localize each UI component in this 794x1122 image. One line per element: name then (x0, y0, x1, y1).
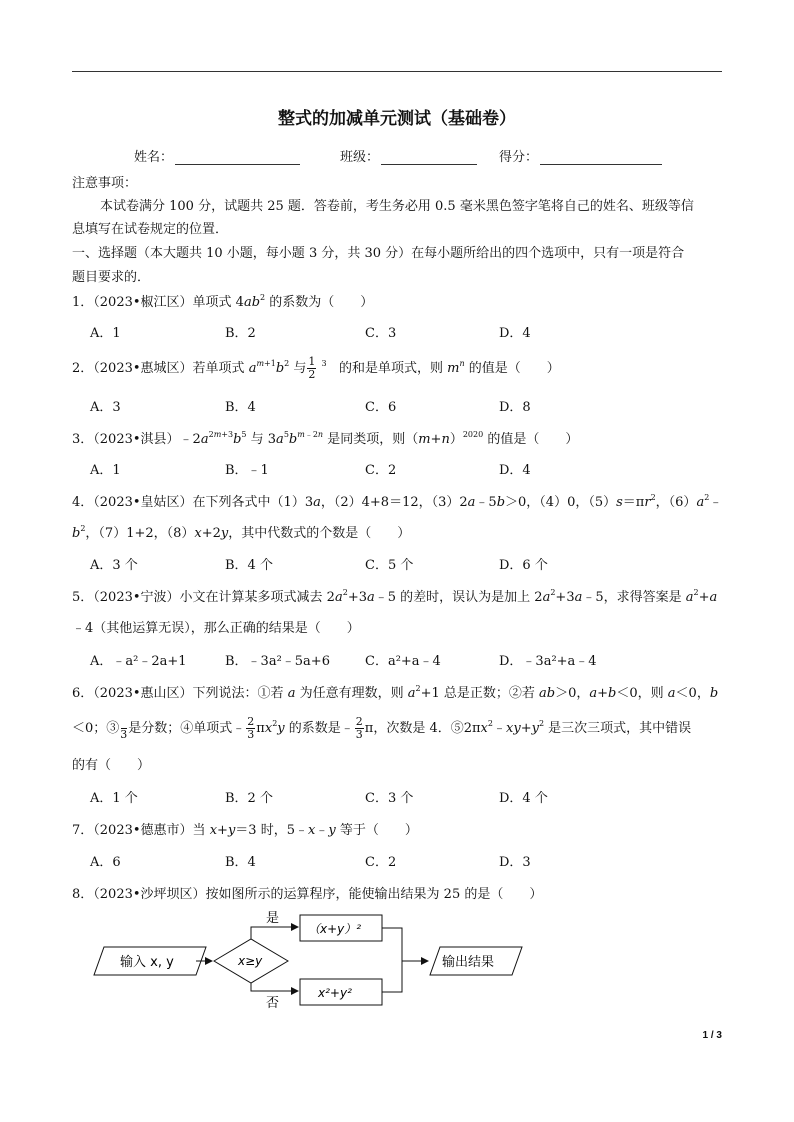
input-label: 输入 x, y (120, 955, 174, 970)
name-blank[interactable] (175, 150, 300, 165)
q6-option-a[interactable]: A．1 个 (90, 791, 138, 806)
question-4-line-1: 4．（2023•皇姑区）在下列各式中（1）3a，（2）4+8＝12，（3）2a﹣5b＞0，（4）0，$(5)s=\pi r^2$，$(6)a^2﹣$ (72, 493, 723, 510)
notes-line-1: 本试卷满分 100 分，试题共 25 题．答卷前，考生务必用 0.5 毫米黑色签字笔将自己的姓名、班级等信 (100, 199, 694, 214)
q4-option-a[interactable]: A．3 个 (90, 558, 138, 573)
top-box-label: （x+y）² (308, 922, 362, 936)
question-source: （2023•椒江区） (93, 295, 193, 310)
q4-option-c[interactable]: C．5 个 (365, 558, 414, 573)
q5-option-a[interactable]: A．﹣a²﹣2a+1 (90, 654, 187, 669)
question-2: 2．（2023•惠城区）若单项式 $a^{m+1}b^2$ 与 $\frac{1}{2}$ $^3$ 的和是单项式，则 $m^n$ 的值是（ ） (72, 355, 560, 381)
fraction-half: $\frac{1}{2}$ (308, 355, 316, 381)
header-rule (72, 71, 722, 72)
question-3: 3．（2023•淇县）$﹣2a^{2m+3}b^5$ 与 $3a^5b^{m﹣2n}$ 是同类项，则$(m+n)^{2020}$ 的值是（ ） (72, 430, 579, 447)
flowchart (90, 905, 530, 1015)
question-6-line-3: 的有（ ） (72, 758, 151, 773)
q7-option-a[interactable]: A．6 (90, 855, 121, 870)
question-8 (72, 883, 542, 902)
no-label: 否 (266, 996, 280, 1011)
q1-option-a[interactable]: A．1 (90, 326, 121, 341)
q7-option-c[interactable]: C．2 (365, 855, 397, 870)
notes-line-2: 息填写在试卷规定的位置． (72, 222, 229, 237)
question-7: 7．（2023•德惠市）当 x+y＝3 时，5﹣x﹣y 等于（ ） (72, 823, 418, 838)
question-source: （2023•惠城区） (93, 361, 193, 376)
question-source: （2023•沙坪坝区） (93, 887, 206, 902)
question-source: （2023•宁波） (93, 590, 180, 605)
question-number: 7． (72, 823, 94, 838)
score-blank[interactable] (540, 150, 662, 165)
yes-label: 是 (266, 911, 280, 926)
condition-label: x≥y (238, 954, 263, 968)
q1-option-d[interactable]: D．4 (499, 326, 531, 341)
question-source: （2023•淇县） (93, 432, 180, 447)
q3-option-c[interactable]: C．2 (365, 463, 397, 478)
question-6-line-2: ＜0；③ 3 是分数；④单项式﹣ $\frac{2}{3}$ $\pi x^2y$ 的系数是﹣ $\frac{2}{3}$ π，次数是 4．$⑤2\pi x^2﹣xy+y^2$ 是三次三项式，其中错误 (72, 715, 692, 741)
class-blank[interactable] (381, 150, 477, 165)
section-heading-1: 一、选择题（本大题共 10 小题，每小题 3 分，共 30 分）在每小题所给出的四个选项中，只有一项是符合 (72, 246, 685, 261)
question-source: （2023•惠山区） (93, 686, 193, 701)
class-field (340, 146, 477, 165)
q4-option-b[interactable]: B．4 个 (225, 558, 273, 573)
q3-option-a[interactable]: A．1 (90, 463, 121, 478)
name-label: 姓名： (134, 150, 174, 165)
question-source: （2023•皇姑区） (93, 495, 193, 510)
q7-option-b[interactable]: B．4 (225, 855, 256, 870)
q6-option-d[interactable]: D．4 个 (499, 791, 548, 806)
score-label: 得分： (499, 150, 539, 165)
q5-option-c[interactable]: C．a²+a﹣4 (365, 654, 441, 669)
question-number: 8． (72, 887, 94, 902)
question-4-line-2: $b^2$，（7）1+2，（8）x+2y，其中代数式的个数是（ ） (72, 524, 411, 541)
q1-option-b[interactable]: B．2 (225, 326, 256, 341)
score-field (499, 146, 662, 165)
question-5-line-1: 5．（2023•宁波）小文在计算某多项式减去 $2a^2+3a﹣5$ 的差时，误认为是加上 $2a^2+3a﹣5$，求得答案是 $a^2+a$ (72, 588, 718, 605)
class-label: 班级： (340, 150, 380, 165)
q2-option-b[interactable]: B．4 (225, 400, 256, 415)
q5-option-b[interactable]: B．﹣3a²﹣5a+6 (225, 654, 330, 669)
q5-option-d[interactable]: D．﹣3a²+a﹣4 (499, 654, 597, 669)
page-number: 1 / 3 (702, 1030, 722, 1041)
notes-heading: 注意事项： (72, 176, 138, 191)
question-number: 4． (72, 495, 94, 510)
page-title: 整式的加减单元测试（基础卷） (278, 109, 516, 129)
question-number: 6． (72, 686, 94, 701)
q2-option-c[interactable]: C．6 (365, 400, 397, 415)
question-number: 2． (72, 361, 94, 376)
question-source: （2023•德惠市） (93, 823, 193, 838)
question-text: 按如图所示的运算程序，能使输出结果为 25 的是（ ） (205, 887, 543, 902)
question-number: 5． (72, 590, 94, 605)
q3-option-b[interactable]: B．﹣1 (225, 463, 269, 478)
q2-option-d[interactable]: D．8 (499, 400, 531, 415)
question-6-line-1: 6．（2023•惠山区）下列说法：①若 a 为任意有理数，则 $a^2+1$ 总是正数；②若 ab＞0，a+b＜0，则 a＜0，b (72, 684, 719, 701)
bottom-box-label: x²+y² (318, 986, 352, 1000)
question-number: 3． (72, 432, 94, 447)
q6-option-b[interactable]: B．2 个 (225, 791, 273, 806)
output-label: 输出结果 (442, 955, 495, 970)
question-number: 1． (72, 295, 94, 310)
q6-option-c[interactable]: C．3 个 (365, 791, 414, 806)
name-field (134, 146, 300, 165)
q3-option-d[interactable]: D．4 (499, 463, 531, 478)
q2-option-a[interactable]: A．3 (90, 400, 121, 415)
q4-option-d[interactable]: D．6 个 (499, 558, 548, 573)
question-1: 1．（2023•椒江区）单项式 $4ab^2$ 的系数为（ ） (72, 293, 374, 310)
question-5-line-2: ﹣4（其他运算无误），那么正确的结果是（ ） (72, 621, 360, 636)
q1-option-c[interactable]: C．3 (365, 326, 397, 341)
q7-option-d[interactable]: D．3 (499, 855, 531, 870)
section-heading-2: 题目要求的． (72, 270, 151, 285)
